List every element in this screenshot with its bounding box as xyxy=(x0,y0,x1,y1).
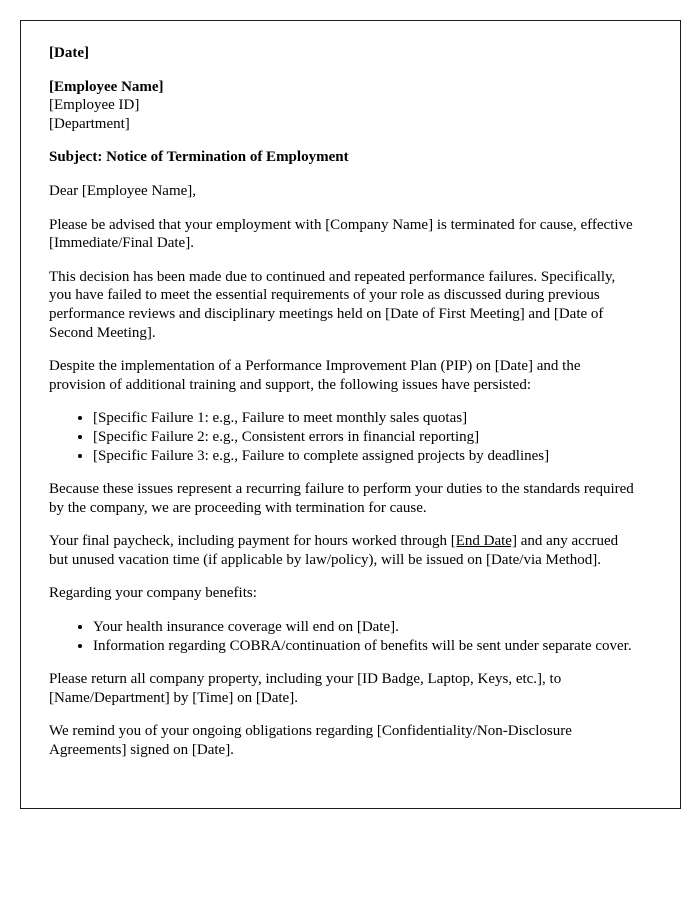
paragraph-decision: This decision has been made due to continued and repeated performance failures. Specifically, you have failed to meet the essential requirements of your role as discussed during previous performance reviews and disciplinary meetings held on [Date of First Meeting] and [Date of Second Meeting]. xyxy=(49,268,616,341)
paragraph-benefits-intro: Regarding your company benefits: xyxy=(49,585,257,602)
recipient-block xyxy=(49,78,640,134)
benefit-item: • Information regarding COBRA/continuation of benefits will be sent under separate cover. xyxy=(93,637,640,656)
failure-item: • [Specific Failure 3: e.g., Failure to complete assigned projects by deadlines] xyxy=(93,447,640,466)
benefit-item: • Your health insurance coverage will end on [Date]. xyxy=(93,618,640,637)
paragraph-intro: Please be advised that your employment with [Company Name] is terminated for cause, effective [Immediate/Final Date]. xyxy=(49,216,633,252)
subject-line: Subject: Notice of Termination of Employment xyxy=(49,149,349,166)
failure-item: • [Specific Failure 2: e.g., Consistent errors in financial reporting] xyxy=(93,428,640,447)
date-line: [Date] xyxy=(49,45,89,61)
paycheck-text-pre: Your final paycheck, including payment for hours worked through xyxy=(49,533,451,550)
failure-list xyxy=(49,409,640,465)
benefits-list xyxy=(49,618,640,655)
employee-id-line: [Employee ID] xyxy=(49,97,140,114)
letter-page xyxy=(20,20,681,809)
paragraph-obligations: We remind you of your ongoing obligations regarding [Confidentiality/Non-Disclosure Agreements] signed on [Date]. xyxy=(49,723,572,759)
paycheck-text-post: and any accrued but unused vacation time (if applicable by law/policy), will be issued on [Date/via Method]. xyxy=(49,533,619,568)
employee-name-line: [Employee Name] xyxy=(49,78,164,95)
paragraph-recurring: Because these issues represent a recurring failure to perform your duties to the standards required by the company, we are proceeding with termination for cause. xyxy=(49,481,634,516)
paragraph-pip: Despite the implementation of a Performance Improvement Plan (PIP) on [Date] and the provision of additional training and support, the following issues have persisted: xyxy=(49,358,581,393)
failure-item: • [Specific Failure 1: e.g., Failure to meet monthly sales quotas] xyxy=(93,409,640,428)
paragraph-paycheck xyxy=(49,532,640,569)
paragraph-property: Please return all company property, including your [ID Badge, Laptop, Keys, etc.], to [Name/Department] by [Time] on [Date]. xyxy=(49,671,562,706)
salutation: Dear [Employee Name], xyxy=(49,182,197,199)
end-date-placeholder: [End Date] xyxy=(450,533,517,550)
employee-department-line: [Department] xyxy=(49,115,130,132)
